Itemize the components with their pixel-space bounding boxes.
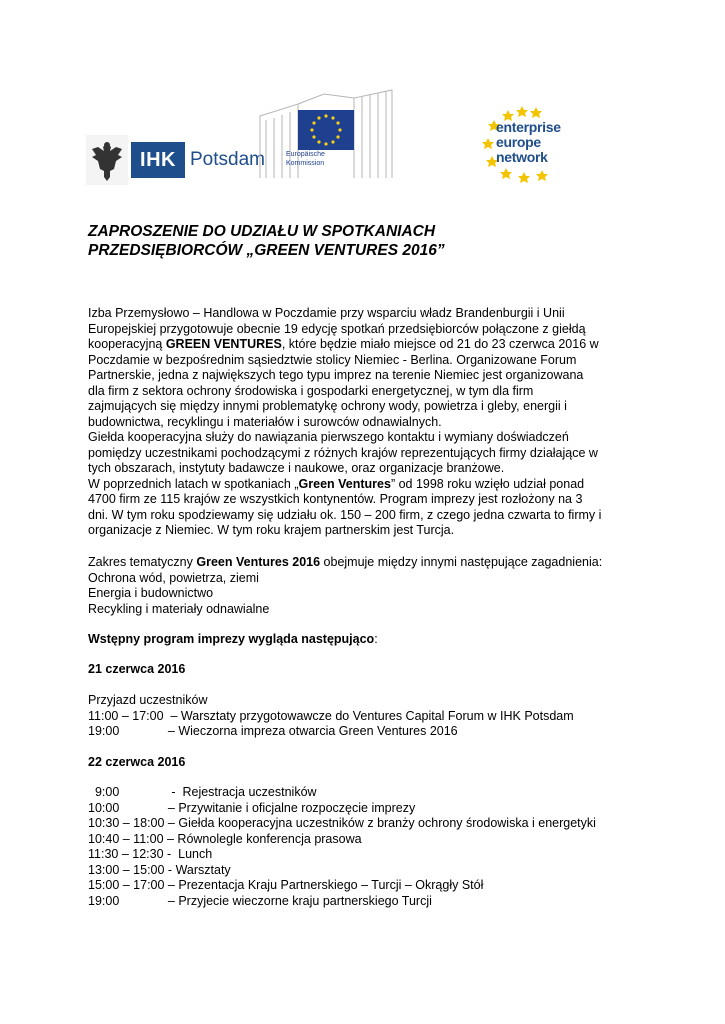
day2-schedule — [88, 785, 658, 909]
intro-line: tych obszarach, instytuty badawcze i naukowe, oraz organizacje branżowe. — [88, 461, 505, 475]
schedule-row: 10:40 – 11:00 – Równolegle konferencja prasowa — [88, 831, 362, 846]
day2-date: 22 czerwca 2016 — [88, 755, 186, 769]
een-wordmark — [496, 120, 561, 165]
schedule-row: 11:00 – 17:00 – Warsztaty przygotowawcze do Ventures Capital Forum w IHK Potsdam — [88, 708, 574, 723]
intro-line: pomiędzy uczestnikami pochodzącymi z różnych krajów reprezentujących firmy działające w — [88, 445, 598, 460]
ihk-abbr: IHK — [131, 142, 185, 178]
schedule-row: 15:00 – 17:00 – Prezentacja Kraju Partnerskiego – Turcji – Okrągły Stół — [88, 878, 484, 892]
intro-line: Poczdamie w bezpośrednim sąsiedztwie stolicy Niemiec - Berlina. Organizowane Forum — [88, 352, 577, 367]
schedule-row: 19:00 – Przyjecie wieczorne kraju partnerskiego Turcji — [88, 893, 432, 908]
enterprise-europe-network-logo — [478, 104, 588, 184]
ihk-potsdam-logo — [86, 135, 265, 185]
een-line1: enterprise — [496, 119, 561, 135]
eagle-crest-icon — [86, 135, 128, 185]
intro-line: budownictwa, recyklingu i materiałów i surowców odnawialnych. — [88, 414, 442, 429]
ec-line2: Kommission — [286, 160, 325, 167]
een-line2: europe — [496, 134, 541, 150]
intro-line: dla firm z sektora ochrony środowiska i gospodarki energetycznej, w tym dla firm — [88, 383, 534, 398]
day1-schedule — [88, 693, 658, 740]
ec-caption — [286, 150, 366, 168]
intro-line: Europejskiej przygotowuje obecnie 19 edycję spotkań przedsiębiorców połączone z giełdą — [88, 321, 586, 336]
intro-line: kooperacyjną GREEN VENTURES, które będzie miało miejsce od 21 do 23 czerwca 2016 w — [88, 337, 599, 351]
intro-line: Giełda kooperacyjna służy do nawiązania pierwszego kontaktu i wymiany doświadczeń — [88, 430, 569, 444]
schedule-row: 10:30 – 18:00 – Giełda kooperacyjna uczestników z branży ochrony środowiska i energetyki — [88, 816, 596, 830]
intro-line: Izba Przemysłowo – Handlowa w Poczdamie przy wsparciu władz Brandenburgii i Unii — [88, 306, 565, 320]
ec-line1: Europäische — [286, 151, 325, 158]
scope-item: Energia i budownictwo — [88, 586, 214, 600]
intro-line: W poprzednich latach w spotkaniach „Green Ventures” od 1998 roku wzięło udział ponad — [88, 476, 585, 491]
scope-section — [88, 555, 658, 617]
schedule-row: Przyjazd uczestników — [88, 693, 208, 707]
intro-line: dni. W tym roku spodziewamy się udziału ok. 150 – 200 firm, z czego jedna czwarta to firmy i — [88, 507, 602, 522]
european-commission-logo — [258, 88, 394, 184]
schedule-row: 10:00 – Przywitanie i oficjalne rozpoczęcie imprezy — [88, 800, 416, 815]
intro-line: Partnerskie, jedna z największych tego typu imprez na terenie Niemiec jest organizowana — [88, 368, 584, 382]
scope-item: Ochrona wód, powietrza, ziemi — [88, 570, 259, 585]
schedule-row: 11:30 – 12:30 - Lunch — [88, 847, 213, 861]
green-ventures-bold: GREEN VENTURES — [165, 337, 282, 351]
program-heading: Wstępny program imprezy wygląda następująco: — [88, 632, 378, 646]
intro-line: 4700 firm ze 115 krajów ze wszystkich kontynentów. Program imprezy jest rozłożony na 3 — [88, 492, 583, 506]
een-line3: network — [496, 149, 548, 165]
document-title — [88, 222, 648, 260]
schedule-row: 19:00 – Wieczorna impreza otwarcia Green Ventures 2016 — [88, 724, 458, 738]
ec-building-icon — [258, 88, 394, 184]
title-line2: PRZEDSIĘBIORCÓW „GREEN VENTURES 2016” — [88, 242, 445, 259]
schedule-row: 13:00 – 15:00 - Warsztaty — [88, 862, 231, 877]
title-line1: ZAPROSZENIE DO UDZIAŁU W SPOTKANIACH — [88, 223, 436, 240]
schedule-row: 9:00 - Rejestracja uczestników — [88, 785, 317, 799]
green-ventures-bold: Green Ventures — [298, 476, 391, 491]
day1-date: 21 czerwca 2016 — [88, 662, 186, 676]
ihk-city: Potsdam — [190, 149, 265, 170]
intro-paragraph — [88, 306, 658, 539]
intro-line: organizacje z Niemiec. W tym roku krajem partnerskim jest Turcja. — [88, 523, 455, 537]
intro-line: zajmujących się między innymi problematykę ochrony wody, powietrza i gleby, energii i — [88, 399, 567, 413]
scope-intro: Zakres tematyczny Green Ventures 2016 obejmuje między innymi następujące zagadnienia: — [88, 555, 603, 569]
scope-item: Recykling i materiały odnawialne — [88, 601, 270, 616]
